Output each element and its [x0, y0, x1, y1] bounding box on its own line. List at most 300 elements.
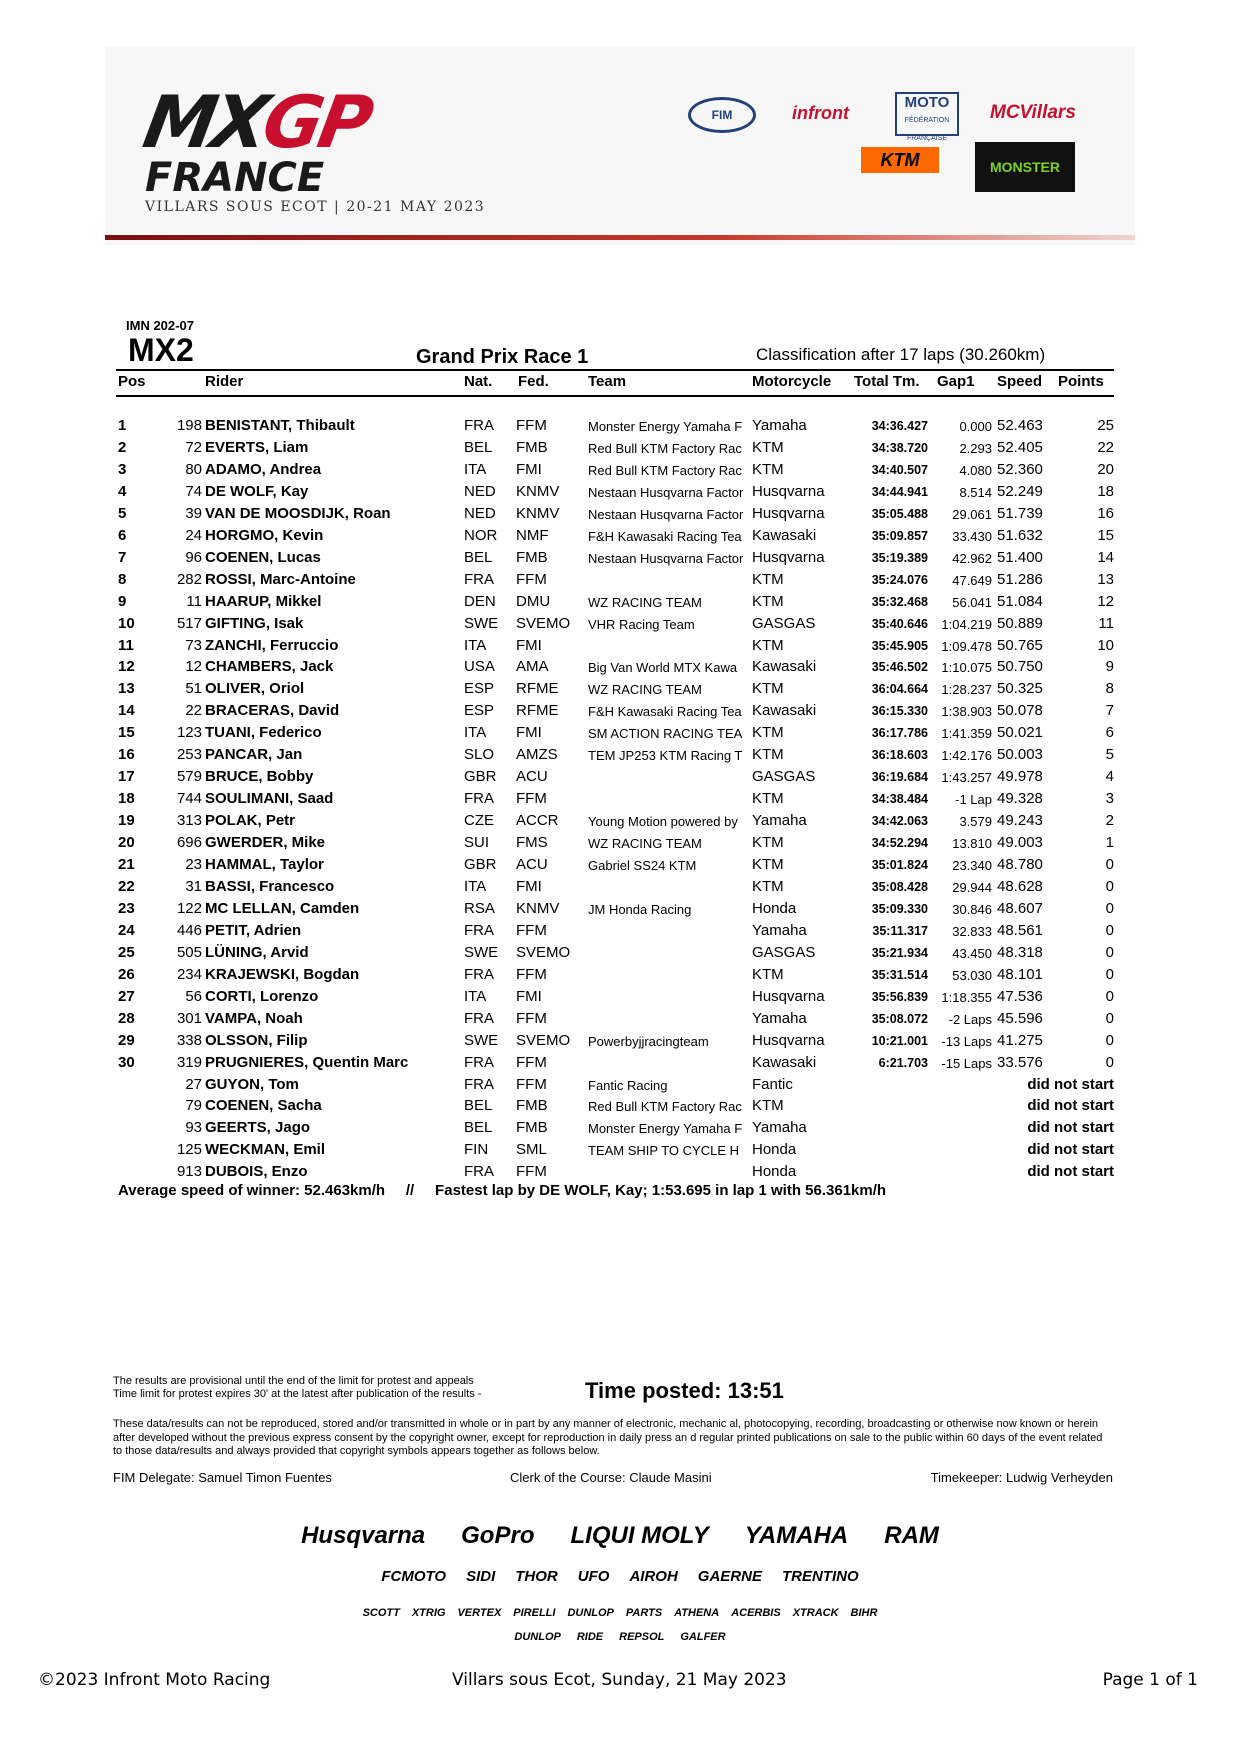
table-row — [0, 768, 1240, 790]
cell-time: 6:21.703 — [878, 1055, 928, 1070]
table-row — [0, 900, 1240, 922]
cell-time: 35:32.468 — [871, 594, 928, 609]
cell-time: 36:15.330 — [871, 704, 928, 719]
cell-gap: -2 Laps — [948, 1011, 992, 1027]
cell-gap: -1 Lap — [955, 792, 992, 808]
table-row — [0, 637, 1240, 659]
table-row — [0, 483, 1240, 505]
col-nat: Nat. — [464, 373, 493, 390]
cell-pos: 12 — [118, 658, 135, 676]
cell-moto: KTM — [752, 724, 784, 742]
cell-pts: 16 — [1097, 504, 1114, 522]
cell-moto: Honda — [752, 1141, 797, 1159]
col-total-time: Total Tm. — [854, 373, 920, 390]
fim-delegate: FIM Delegate: Samuel Timon Fuentes — [113, 1470, 332, 1485]
cell-pos: 18 — [118, 790, 135, 808]
col-motorcycle: Motorcycle — [752, 373, 832, 390]
cell-pos: 21 — [118, 856, 135, 873]
copyright-notice: These data/results can not be reproduced, stored and/or transmitted in whole or in part by any manner of electronic, mechanic al, photocopying, recording, broadcasting or otherwise now known or herein after developed without the previous express consent by the copyright owner, except for reproduction in daily press an d regular printed publications on sale to the public within 60 days of the event related to those data/results and always provided that copyright symbols appears together as follows below. — [113, 1418, 1103, 1457]
cell-pos: 30 — [118, 1053, 135, 1071]
cell-rider: PRUGNIERES, Quentin Marc — [205, 1053, 409, 1071]
cell-speed: 52.249 — [997, 482, 1043, 500]
cell-team: SM ACTION RACING TEA — [588, 726, 743, 742]
cell-rider: ADAMO, Andrea — [205, 460, 322, 478]
cell-gap: -15 Laps — [941, 1055, 992, 1071]
cell-time: 35:09.857 — [871, 528, 928, 543]
cell-speed: 51.739 — [997, 504, 1043, 522]
cell-nat: CZE — [464, 812, 494, 830]
cell-fed: ACCR — [516, 812, 559, 830]
table-row-dns — [0, 1097, 1240, 1119]
table-row — [0, 966, 1240, 988]
cell-moto: Kawasaki — [752, 526, 817, 544]
cell-pts: 7 — [1105, 702, 1114, 720]
cell-gap: 43.450 — [952, 945, 992, 961]
cell-nat: ITA — [464, 987, 487, 1005]
table-row — [0, 724, 1240, 746]
cell-fed: FFM — [516, 1163, 547, 1181]
cell-nat: USA — [464, 658, 495, 676]
cell-nat: RSA — [464, 899, 495, 917]
sponsor-logo: DUNLOP — [514, 1630, 561, 1643]
cell-nat: NED — [464, 482, 496, 500]
table-row — [0, 922, 1240, 944]
table-row — [0, 549, 1240, 571]
cell-num: 56 — [185, 987, 202, 1005]
cell-num: 125 — [176, 1141, 202, 1159]
sponsor-logo: FCMOTO — [381, 1568, 447, 1586]
cell-num: 79 — [185, 1097, 202, 1115]
mxgp-logo: MXGP — [137, 80, 376, 164]
cell-num: 23 — [185, 856, 202, 873]
cell-moto: Honda — [752, 1163, 797, 1181]
cell-time: 35:45.905 — [871, 638, 928, 653]
sponsor-logo: Husqvarna — [301, 1522, 426, 1549]
cell-team: WZ RACING TEAM — [588, 836, 702, 852]
cell-rider: PANCAR, Jan — [205, 746, 303, 764]
cell-gap: 1:10.075 — [941, 660, 992, 676]
cell-num: 505 — [176, 943, 202, 961]
cell-moto: Honda — [752, 899, 797, 917]
cell-num: 446 — [176, 921, 202, 939]
cell-pts: 4 — [1105, 768, 1114, 786]
cell-team: Red Bull KTM Factory Rac — [588, 440, 742, 456]
cell-nat: SWE — [464, 943, 499, 961]
cell-speed: 51.286 — [997, 570, 1043, 588]
cell-time: 36:04.664 — [871, 682, 928, 697]
cell-speed: 45.596 — [997, 1009, 1043, 1027]
cell-pos: 25 — [118, 943, 135, 961]
table-row — [0, 790, 1240, 812]
footer-copyright: ©2023 Infront Moto Racing — [38, 1670, 271, 1690]
cell-fed: KNMV — [516, 482, 560, 500]
cell-moto: KTM — [752, 592, 784, 610]
cell-pts: 0 — [1105, 1009, 1114, 1027]
cell-status: did not start — [1027, 1075, 1114, 1093]
cell-fed: KNMV — [516, 504, 560, 522]
table-row — [0, 593, 1240, 615]
cell-speed: 50.889 — [997, 614, 1043, 632]
sponsor-logo: GALFER — [680, 1630, 726, 1643]
infront-logo: infront — [792, 103, 849, 123]
cell-rider: EVERTS, Liam — [205, 438, 309, 456]
classification-title: Classification after 17 laps (30.260km) — [756, 345, 1046, 364]
cell-team: F&H Kawasaki Racing Tea — [588, 704, 742, 720]
cell-gap: 1:43.257 — [941, 770, 992, 786]
cell-rider: OLSSON, Filip — [205, 1031, 308, 1049]
cell-pos: 3 — [118, 460, 127, 478]
cell-nat: FRA — [464, 1163, 494, 1181]
cell-fed: FMB — [516, 438, 548, 456]
cell-num: 22 — [185, 702, 202, 720]
cell-moto: KTM — [752, 834, 784, 852]
table-row-dns — [0, 1141, 1240, 1163]
cell-gap: 1:18.355 — [941, 989, 992, 1005]
cell-speed: 48.628 — [997, 877, 1043, 895]
cell-time: 34:42.063 — [871, 814, 928, 829]
cell-nat: FRA — [464, 1009, 494, 1027]
cell-team: Monster Energy Yamaha F — [588, 1121, 743, 1137]
cell-time: 34:40.507 — [871, 462, 928, 477]
cell-speed: 50.078 — [997, 702, 1043, 720]
cell-fed: FMI — [516, 877, 542, 895]
cell-pos: 23 — [118, 899, 135, 917]
cell-gap: 29.061 — [952, 506, 992, 522]
cell-rider: SOULIMANI, Saad — [205, 790, 334, 808]
cell-gap: 1:41.359 — [941, 726, 992, 742]
cell-speed: 48.607 — [997, 899, 1043, 917]
cell-gap: 2.293 — [959, 440, 992, 456]
cell-nat: SWE — [464, 1031, 499, 1049]
cell-nat: FRA — [464, 790, 494, 808]
cell-time: 36:18.603 — [871, 748, 928, 763]
cell-fed: SVEMO — [516, 1031, 571, 1049]
sponsor-logo: RAM — [884, 1522, 939, 1549]
cell-rider: COENEN, Sacha — [205, 1097, 322, 1115]
cell-num: 301 — [176, 1009, 202, 1027]
col-rider: Rider — [205, 373, 244, 390]
sponsor-logo: VERTEX — [457, 1606, 502, 1619]
cell-nat: ESP — [464, 702, 495, 720]
col-pos: Pos — [118, 373, 146, 390]
cell-fed: SVEMO — [516, 943, 571, 961]
cell-speed: 50.750 — [997, 658, 1043, 676]
cell-pts: 15 — [1097, 526, 1114, 544]
cell-pts: 8 — [1105, 680, 1114, 698]
cell-num: 913 — [176, 1163, 202, 1181]
cell-rider: BASSI, Francesco — [205, 877, 335, 895]
cell-moto: GASGAS — [752, 943, 816, 961]
cell-num: 122 — [176, 899, 202, 917]
cell-moto: Yamaha — [752, 1119, 807, 1137]
cell-rider: VAMPA, Noah — [205, 1009, 303, 1027]
cell-speed: 51.632 — [997, 526, 1043, 544]
cell-moto: KTM — [752, 636, 784, 654]
table-row — [0, 505, 1240, 527]
cell-rider: ROSSI, Marc-Antoine — [205, 570, 356, 588]
cell-team: WZ RACING TEAM — [588, 682, 702, 698]
cell-rider: BRACERAS, David — [205, 702, 340, 720]
cell-gap: 29.944 — [952, 879, 992, 895]
cell-gap: 1:04.219 — [941, 616, 992, 632]
cell-team: Fantic Racing — [588, 1077, 668, 1093]
table-row-dns — [0, 1076, 1240, 1098]
cell-fed: FMS — [516, 834, 548, 852]
cell-time: 35:46.502 — [871, 660, 928, 675]
cell-nat: FRA — [464, 921, 494, 939]
cell-pos: 27 — [118, 987, 135, 1005]
cell-pos: 1 — [118, 417, 127, 434]
sponsor-logo: DUNLOP — [567, 1606, 614, 1619]
cell-rider: PETIT, Adrien — [205, 921, 302, 939]
table-row — [0, 812, 1240, 834]
cell-pts: 0 — [1105, 965, 1114, 983]
cell-team: TEM JP253 KTM Racing T — [588, 748, 743, 764]
cell-team: JM Honda Racing — [588, 901, 692, 917]
cell-pts: 5 — [1105, 746, 1114, 764]
cell-num: 74 — [185, 482, 202, 500]
sponsor-logo: PIRELLI — [513, 1606, 556, 1619]
col-speed: Speed — [997, 373, 1043, 390]
cell-pts: 0 — [1105, 1031, 1114, 1049]
cell-pos: 7 — [118, 548, 127, 566]
table-row — [0, 571, 1240, 593]
cell-fed: FFM — [516, 1009, 547, 1027]
cell-pos: 14 — [118, 702, 135, 720]
cell-time: 35:01.824 — [871, 858, 928, 872]
cell-fed: RFME — [516, 680, 559, 698]
cell-speed: 48.318 — [997, 943, 1043, 961]
cell-team: Powerbyjjracingteam — [588, 1033, 709, 1049]
cell-pos: 29 — [118, 1031, 135, 1049]
clerk-of-course: Clerk of the Course: Claude Masini — [510, 1470, 712, 1485]
cell-gap: 1:28.237 — [941, 682, 992, 698]
cell-rider: TUANI, Federico — [205, 724, 322, 742]
cell-gap: -13 Laps — [941, 1033, 992, 1049]
cell-pos: 17 — [118, 768, 135, 786]
cell-rider: GIFTING, Isak — [205, 614, 304, 632]
cell-nat: BEL — [464, 1119, 493, 1137]
cell-fed: KNMV — [516, 899, 560, 917]
cell-speed: 49.328 — [997, 790, 1043, 808]
cell-pts: 0 — [1105, 877, 1114, 895]
race-summary: Average speed of winner: 52.463km/h // Fastest lap by DE WOLF, Kay; 1:53.695 in lap 1 with 56.361km/h — [118, 1182, 887, 1199]
cell-time: 35:19.389 — [871, 550, 928, 565]
cell-rider: CHAMBERS, Jack — [205, 658, 334, 676]
cell-time: 34:38.484 — [871, 792, 928, 807]
cell-fed: FMI — [516, 987, 542, 1005]
cell-num: 282 — [176, 570, 202, 588]
cell-time: 35:21.934 — [871, 945, 928, 960]
cell-nat: GBR — [464, 768, 497, 786]
race-title: Grand Prix Race 1 — [416, 346, 589, 368]
cell-team: Big Van World MTX Kawa — [588, 660, 738, 676]
table-row — [0, 615, 1240, 637]
cell-rider: OLIVER, Oriol — [205, 680, 305, 698]
cell-pts: 12 — [1097, 592, 1114, 610]
table-row — [0, 439, 1240, 461]
cell-gap: 56.041 — [952, 594, 992, 610]
divider — [116, 369, 1114, 371]
cell-fed: ACU — [516, 768, 548, 786]
cell-rider: GEERTS, Jago — [205, 1119, 311, 1137]
cell-rider: COENEN, Lucas — [205, 548, 321, 566]
table-row — [0, 702, 1240, 724]
cell-nat: SLO — [464, 746, 495, 764]
cell-rider: BENISTANT, Thibault — [205, 417, 355, 434]
event-country: FRANCE — [145, 155, 325, 201]
cell-nat: FRA — [464, 417, 494, 434]
cell-moto: Kawasaki — [752, 702, 817, 720]
cell-fed: FMI — [516, 636, 542, 654]
cell-time: 10:21.001 — [871, 1033, 928, 1048]
sponsor-logo: XTRACK — [792, 1606, 839, 1619]
sponsor-logo: ATHENA — [674, 1606, 720, 1619]
cell-pos: 24 — [118, 921, 135, 939]
cell-num: 27 — [185, 1075, 202, 1093]
cell-num: 123 — [176, 724, 202, 742]
sponsor-logo: SCOTT — [362, 1606, 400, 1619]
sponsor-logo: LIQUI MOLY — [570, 1522, 709, 1549]
cell-fed: ACU — [516, 856, 548, 873]
table-row — [0, 461, 1240, 483]
cell-speed: 41.275 — [997, 1031, 1043, 1049]
cell-pts: 0 — [1105, 1053, 1114, 1071]
sponsor-logo: PARTS — [625, 1606, 663, 1619]
cell-nat: ITA — [464, 460, 487, 478]
cell-fed: FMI — [516, 460, 542, 478]
cell-pos: 5 — [118, 504, 127, 522]
cell-moto: KTM — [752, 1097, 784, 1115]
cell-team: Red Bull KTM Factory Rac — [588, 1099, 742, 1115]
table-row — [0, 680, 1240, 702]
table-row — [0, 1032, 1240, 1054]
cell-num: 72 — [185, 438, 202, 456]
cell-speed: 48.780 — [997, 856, 1043, 873]
sponsor-logo: RIDE — [576, 1630, 604, 1643]
class-title: MX2 — [128, 332, 194, 368]
cell-moto: Kawasaki — [752, 658, 817, 676]
sponsor-logo: AIROH — [629, 1568, 678, 1586]
sponsor-row-4 — [120, 1628, 1120, 1646]
cell-pts: 6 — [1105, 724, 1114, 742]
fim-logo: FIM — [688, 97, 756, 133]
banner-stripe — [105, 235, 1135, 240]
cell-gap: 42.962 — [952, 550, 992, 566]
cell-speed: 50.021 — [997, 724, 1043, 742]
event-banner — [105, 47, 1135, 245]
cell-time: 35:09.330 — [871, 901, 928, 916]
cell-time: 35:08.428 — [871, 879, 928, 894]
cell-num: 31 — [185, 877, 202, 895]
cell-team: Nestaan Husqvarna Factor — [588, 550, 744, 566]
cell-fed: SML — [516, 1141, 547, 1159]
cell-nat: BEL — [464, 548, 493, 566]
time-posted: Time posted: 13:51 — [585, 1378, 784, 1403]
cell-fed: NMF — [516, 526, 549, 544]
cell-num: 24 — [185, 526, 202, 544]
cell-moto: Husqvarna — [752, 987, 825, 1005]
table-row — [0, 1054, 1240, 1076]
cell-moto: Yamaha — [752, 921, 807, 939]
cell-pts: 10 — [1097, 636, 1114, 654]
cell-rider: CORTI, Lorenzo — [205, 987, 319, 1005]
cell-speed: 51.084 — [997, 592, 1043, 610]
cell-moto: KTM — [752, 680, 784, 698]
cell-time: 35:11.317 — [872, 923, 928, 938]
cell-moto: KTM — [752, 746, 784, 764]
cell-gap: 32.833 — [952, 923, 992, 939]
cell-team: Nestaan Husqvarna Factor — [588, 506, 744, 522]
cell-fed: FMB — [516, 548, 548, 566]
cell-moto: KTM — [752, 438, 784, 456]
cell-fed: RFME — [516, 702, 559, 720]
cell-pos: 10 — [118, 614, 135, 632]
cell-pts: 3 — [1105, 790, 1114, 808]
cell-nat: FRA — [464, 1053, 494, 1071]
cell-gap: 1:42.176 — [941, 748, 992, 764]
col-points: Points — [1058, 373, 1104, 390]
cell-team: Monster Energy Yamaha F — [588, 419, 743, 434]
cell-gap: 8.514 — [959, 484, 992, 500]
sponsor-logo: THOR — [515, 1568, 558, 1586]
cell-team: Nestaan Husqvarna Factor — [588, 484, 744, 500]
cell-fed: FMB — [516, 1119, 548, 1137]
cell-time: 35:24.076 — [871, 572, 928, 587]
monster-logo: MONSTER — [975, 142, 1075, 192]
cell-moto: Husqvarna — [752, 1031, 825, 1049]
cell-rider: ZANCHI, Ferruccio — [205, 636, 339, 654]
cell-num: 93 — [185, 1119, 202, 1137]
cell-num: 313 — [176, 812, 202, 830]
cell-pos: 13 — [118, 680, 135, 698]
cell-status: did not start — [1027, 1097, 1114, 1115]
cell-num: 579 — [176, 768, 202, 786]
cell-rider: DUBOIS, Enzo — [205, 1163, 308, 1181]
cell-gap: 1:09.478 — [941, 638, 992, 654]
cell-pts: 20 — [1097, 460, 1114, 478]
cell-moto: KTM — [752, 570, 784, 588]
cell-gap: 13.810 — [952, 836, 992, 852]
document-ref: IMN 202-07 — [126, 318, 194, 333]
cell-team: WZ RACING TEAM — [588, 594, 702, 610]
sponsor-logo: SIDI — [466, 1568, 496, 1586]
cell-num: 96 — [185, 548, 202, 566]
cell-time: 34:36.427 — [871, 419, 928, 433]
sponsor-logo: REPSOL — [619, 1630, 665, 1643]
cell-gap: 47.649 — [952, 572, 992, 588]
col-team: Team — [588, 373, 627, 390]
cell-nat: DEN — [464, 592, 496, 610]
cell-pts: 0 — [1105, 899, 1114, 917]
cell-pos: 19 — [118, 812, 135, 830]
cell-num: 73 — [185, 636, 202, 654]
cell-time: 34:38.720 — [871, 440, 928, 455]
cell-pts: 11 — [1098, 614, 1114, 632]
cell-fed: SVEMO — [516, 614, 571, 632]
cell-num: 198 — [176, 417, 202, 434]
ffm-logo: MOTO FÉDÉRATION FRANÇAISE — [895, 92, 959, 136]
cell-num: 319 — [176, 1053, 202, 1071]
cell-gap: 33.430 — [952, 528, 992, 544]
table-row — [0, 746, 1240, 768]
cell-speed: 52.360 — [997, 460, 1043, 478]
cell-time: 34:52.294 — [871, 836, 928, 851]
cell-fed: FMB — [516, 1097, 548, 1115]
cell-gap: 0.000 — [959, 419, 992, 434]
cell-moto: KTM — [752, 965, 784, 983]
sponsor-logo: UFO — [577, 1568, 610, 1586]
